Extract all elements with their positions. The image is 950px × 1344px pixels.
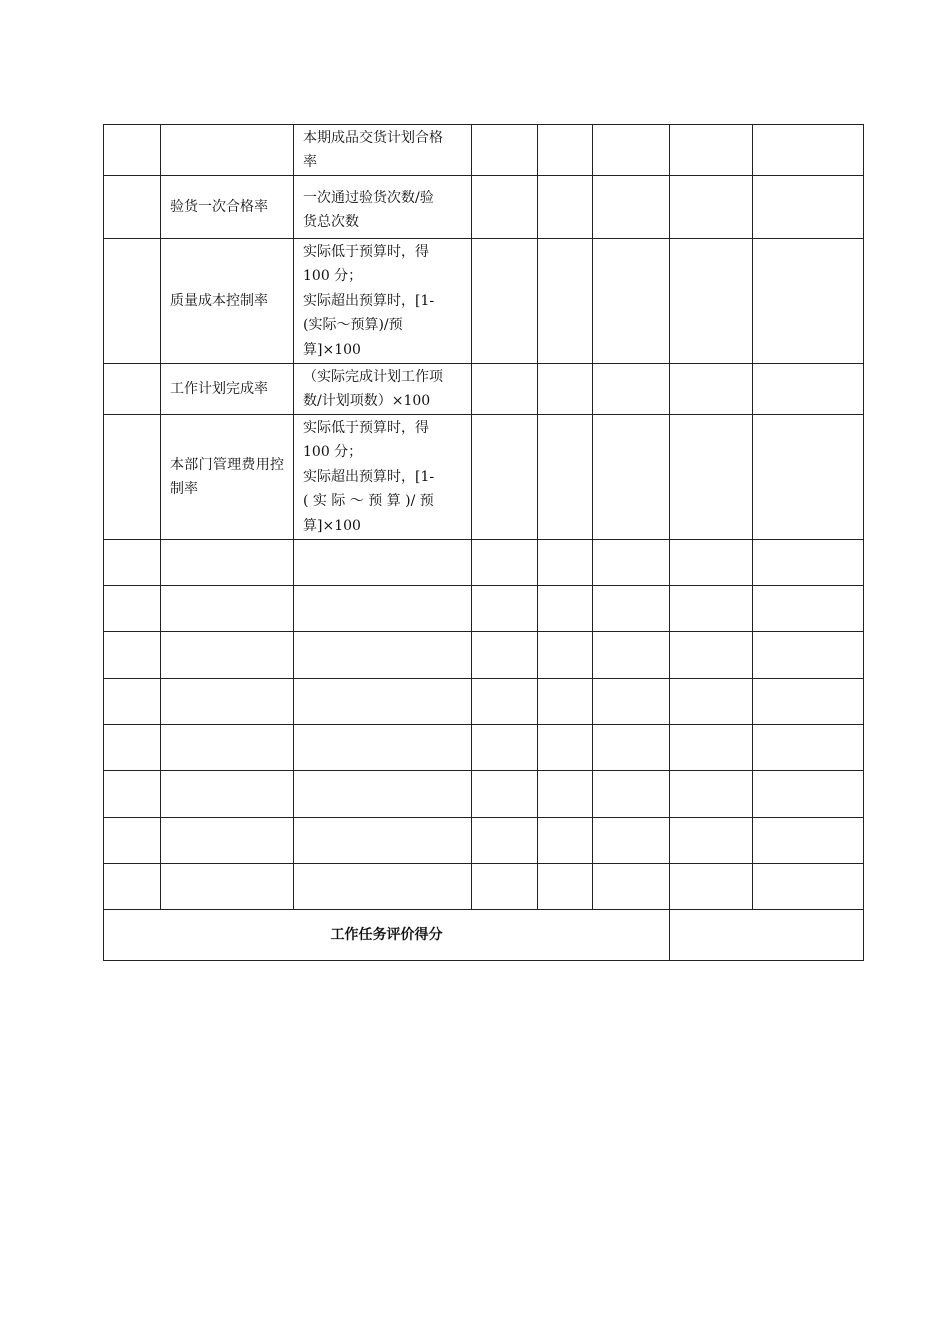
formula-line: 数/计划项数）×100 bbox=[303, 393, 431, 409]
formula-line: 实际超出预算时，[1- bbox=[303, 292, 435, 309]
formula-line: 实际超出预算时，[1- bbox=[303, 468, 435, 485]
indicator-cell: 本部门管理费用控制率 bbox=[161, 415, 294, 540]
total-score-label: 工作任务评价得分 bbox=[104, 910, 670, 961]
table-row bbox=[104, 364, 864, 415]
formula-line: （实际完成计划工作项 bbox=[303, 368, 443, 385]
number-cell bbox=[104, 125, 161, 176]
evaluation-table bbox=[103, 124, 864, 961]
formula-line: 实际低于预算时，得 bbox=[303, 419, 429, 436]
blank-cell bbox=[670, 239, 753, 364]
blank-cell bbox=[472, 176, 538, 239]
empty-row bbox=[104, 632, 864, 679]
blank-cell bbox=[670, 125, 753, 176]
indicator-cell bbox=[161, 125, 294, 176]
empty-row bbox=[104, 679, 864, 725]
indicator-cell: 质量成本控制率 bbox=[161, 239, 294, 364]
formula-line: 一次通过验货次数/验 bbox=[303, 189, 434, 206]
blank-cell bbox=[753, 364, 864, 415]
blank-cell bbox=[593, 125, 670, 176]
blank-cell bbox=[670, 176, 753, 239]
blank-cell bbox=[472, 239, 538, 364]
blank-cell bbox=[538, 415, 593, 540]
empty-row bbox=[104, 864, 864, 910]
blank-cell bbox=[753, 176, 864, 239]
formula-line: 100 分； bbox=[303, 444, 363, 461]
formula-line: 算]×100 bbox=[303, 517, 361, 534]
blank-cell bbox=[593, 415, 670, 540]
blank-cell bbox=[753, 125, 864, 176]
number-cell bbox=[104, 364, 161, 415]
formula-line: 率 bbox=[303, 154, 317, 170]
number-cell bbox=[104, 239, 161, 364]
blank-cell bbox=[472, 364, 538, 415]
formula-line: 100 分； bbox=[303, 268, 363, 285]
blank-cell bbox=[538, 239, 593, 364]
formula-line: 算]×100 bbox=[303, 341, 361, 358]
formula-cell bbox=[294, 125, 472, 176]
table-row bbox=[104, 176, 864, 239]
blank-cell bbox=[593, 364, 670, 415]
formula-line: (实际～预算)/预 bbox=[303, 317, 403, 334]
blank-cell bbox=[472, 415, 538, 540]
empty-row bbox=[104, 818, 864, 864]
blank-cell bbox=[593, 176, 670, 239]
indicator-cell: 验货一次合格率 bbox=[161, 176, 294, 239]
empty-row bbox=[104, 771, 864, 818]
formula-line: 本期成品交货计划合格 bbox=[303, 129, 443, 146]
blank-cell bbox=[538, 176, 593, 239]
blank-cell bbox=[670, 415, 753, 540]
empty-row bbox=[104, 725, 864, 771]
formula-cell bbox=[294, 239, 472, 364]
table-row bbox=[104, 125, 864, 176]
formula-line: ( 实 际 ～ 预 算 )/ 预 bbox=[303, 493, 434, 510]
footer-row bbox=[104, 910, 864, 961]
blank-cell bbox=[538, 125, 593, 176]
table-row bbox=[104, 239, 864, 364]
number-cell bbox=[104, 176, 161, 239]
blank-cell bbox=[472, 125, 538, 176]
indicator-cell: 工作计划完成率 bbox=[161, 364, 294, 415]
table-row bbox=[104, 415, 864, 540]
formula-line: 实际低于预算时，得 bbox=[303, 243, 429, 260]
formula-line: 货总次数 bbox=[303, 214, 359, 230]
blank-cell bbox=[753, 415, 864, 540]
blank-cell bbox=[593, 239, 670, 364]
empty-row bbox=[104, 540, 864, 586]
blank-cell bbox=[670, 364, 753, 415]
formula-cell bbox=[294, 176, 472, 239]
empty-row bbox=[104, 586, 864, 632]
number-cell bbox=[104, 415, 161, 540]
formula-cell bbox=[294, 415, 472, 540]
total-score-value bbox=[670, 910, 864, 961]
blank-cell bbox=[538, 364, 593, 415]
blank-cell bbox=[753, 239, 864, 364]
formula-cell bbox=[294, 364, 472, 415]
